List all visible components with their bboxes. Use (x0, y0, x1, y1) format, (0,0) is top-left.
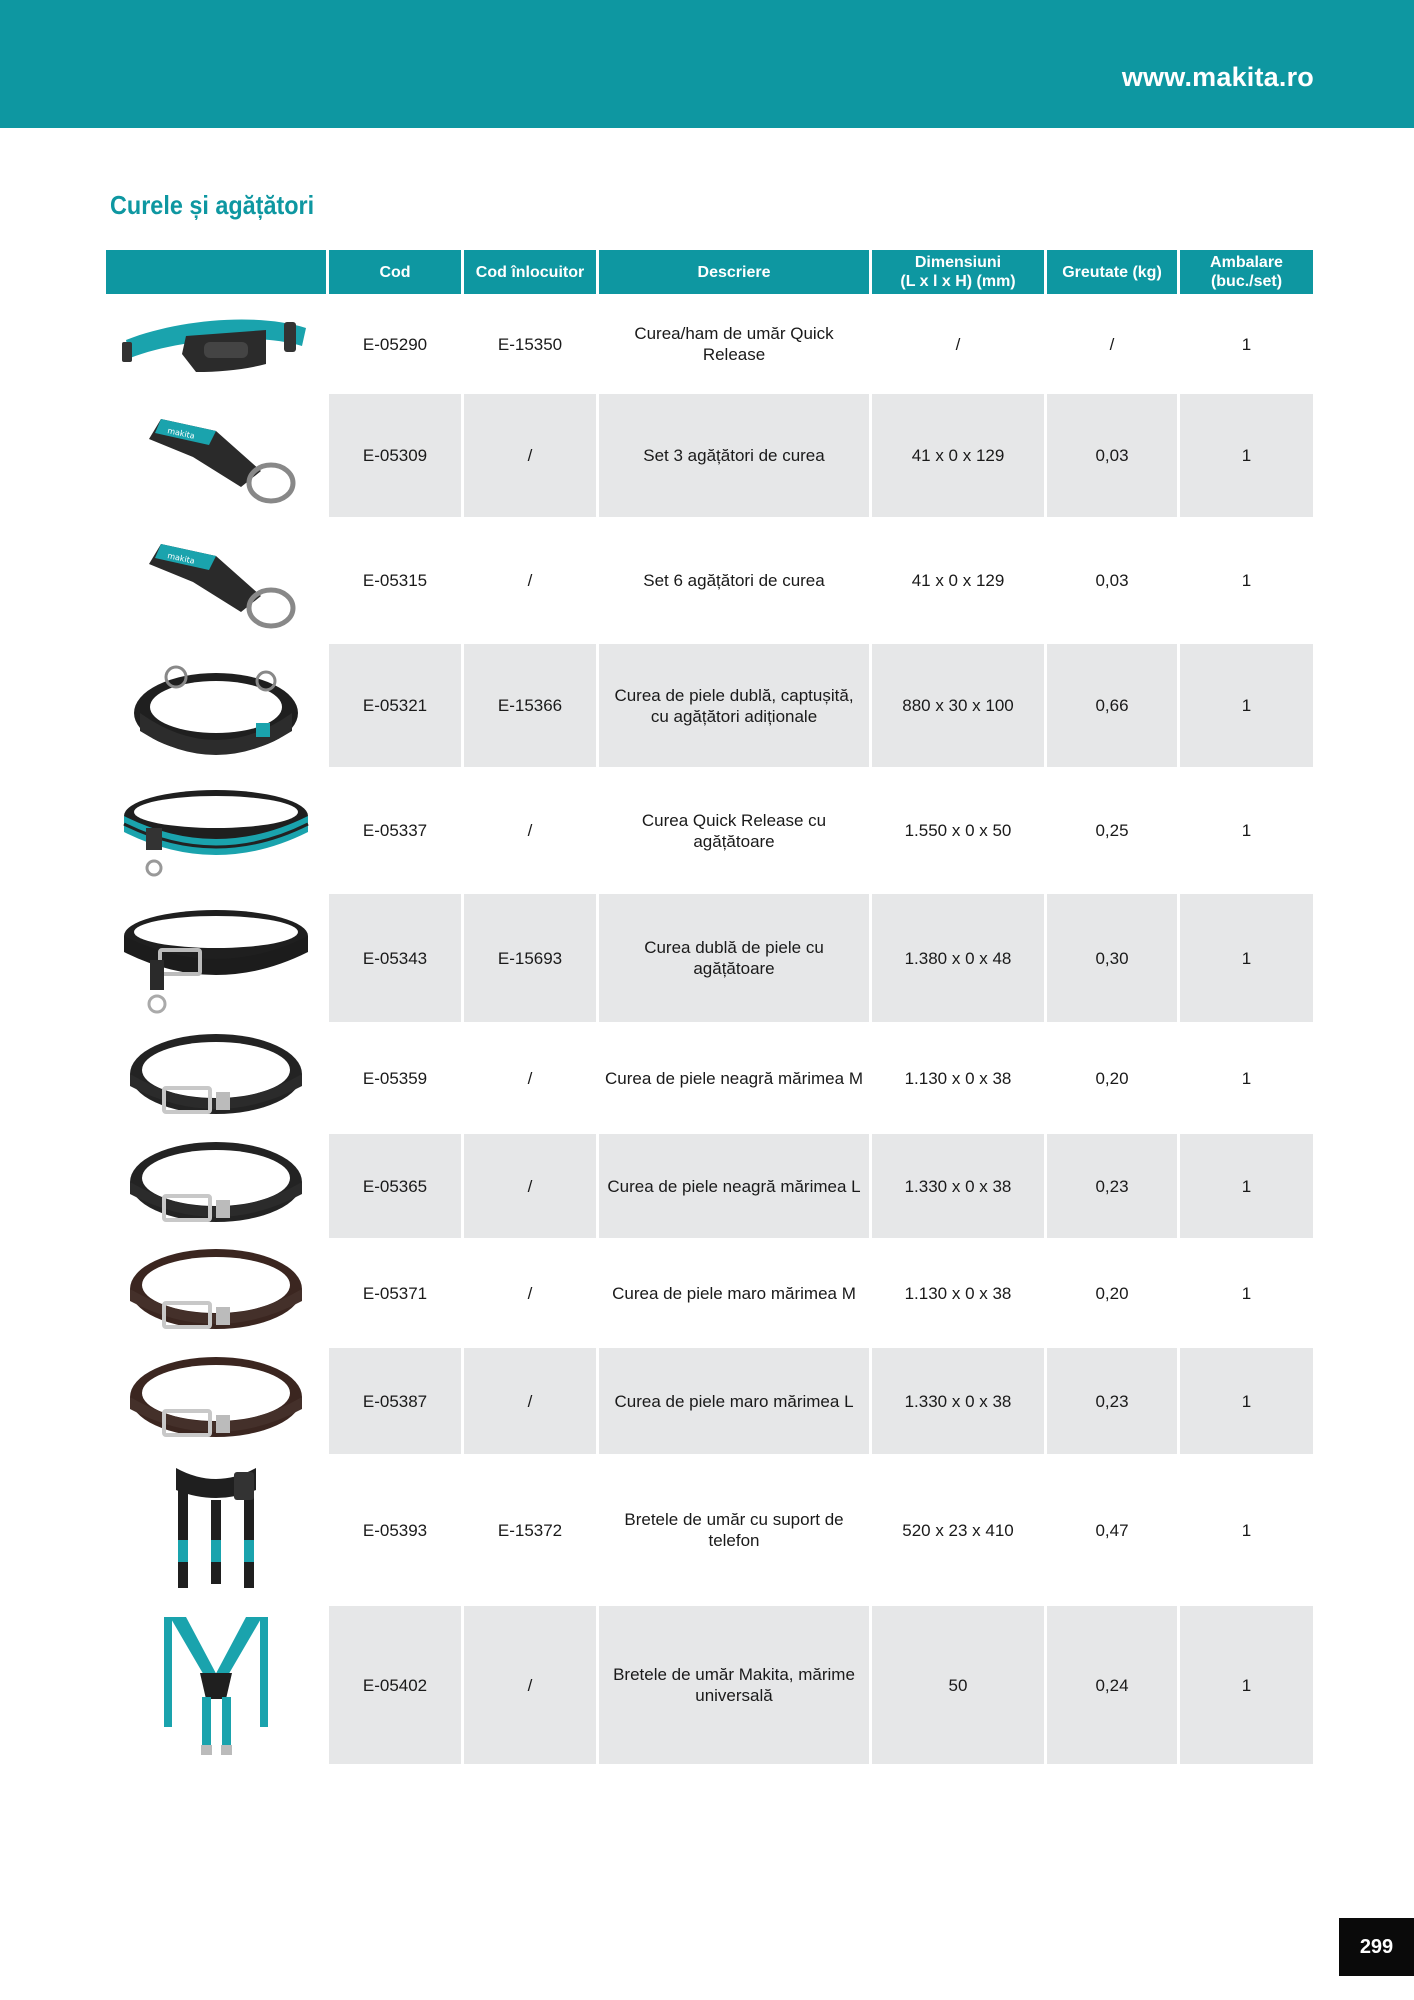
page-number: 299 (1339, 1918, 1414, 1976)
cell-ambalare: 1 (1180, 294, 1313, 392)
table-row (106, 1454, 1313, 1604)
product-image (106, 892, 326, 1022)
cell-ambalare: 1 (1180, 642, 1313, 767)
column-header-ambalare (1180, 250, 1313, 294)
cell-greutate: 0,23 (1047, 1132, 1177, 1238)
cell-ambalare: 1 (1180, 1238, 1313, 1346)
cell-cod: E-05365 (329, 1132, 461, 1238)
cell-greutate: 0,20 (1047, 1022, 1177, 1132)
cell-cod: E-05309 (329, 392, 461, 517)
cell-cod: E-05387 (329, 1346, 461, 1454)
brown-leather-belt-icon (126, 1351, 306, 1451)
ambalare-line-2: (buc./set) (1210, 273, 1283, 290)
belt-loop-holder-icon (121, 526, 311, 636)
cell-cod: E-05321 (329, 642, 461, 767)
cell-greutate: 0,03 (1047, 517, 1177, 642)
column-header-cod-inlocuitor: Cod înlocuitor (464, 250, 596, 294)
site-url[interactable]: www.makita.ro (1121, 62, 1314, 92)
cell-cod: E-05337 (329, 767, 461, 892)
header-bar (0, 0, 1414, 128)
cell-ambalare: 1 (1180, 517, 1313, 642)
cell-cod-inlocuitor: / (464, 1238, 596, 1346)
cell-cod-inlocuitor: E-15693 (464, 892, 596, 1022)
svg-text:makita: makita (166, 425, 196, 441)
cell-ambalare: 1 (1180, 1604, 1313, 1764)
cell-dimensiuni: 1.130 x 0 x 38 (872, 1238, 1044, 1346)
table-row (106, 294, 1313, 392)
cell-dimensiuni: 41 x 0 x 129 (872, 517, 1044, 642)
table-row (106, 392, 1313, 517)
table-row (106, 892, 1313, 1022)
cell-greutate: / (1047, 294, 1177, 392)
cell-descriere: Curea Quick Release cu agățătoare (599, 767, 869, 892)
cell-greutate: 0,24 (1047, 1604, 1177, 1764)
cell-ambalare: 1 (1180, 392, 1313, 517)
cell-greutate: 0,66 (1047, 642, 1177, 767)
cell-ambalare: 1 (1180, 1022, 1313, 1132)
product-image (106, 1454, 326, 1604)
cell-greutate: 0,03 (1047, 392, 1177, 517)
cell-dimensiuni: 1.380 x 0 x 48 (872, 892, 1044, 1022)
column-header-descriere: Descriere (599, 250, 869, 294)
product-image (106, 294, 326, 392)
cell-cod-inlocuitor: / (464, 767, 596, 892)
cell-greutate: 0,30 (1047, 892, 1177, 1022)
cell-cod: E-05393 (329, 1454, 461, 1604)
cell-ambalare: 1 (1180, 1454, 1313, 1604)
cell-cod: E-05315 (329, 517, 461, 642)
cell-greutate: 0,25 (1047, 767, 1177, 892)
cell-cod-inlocuitor: E-15372 (464, 1454, 596, 1604)
cell-cod-inlocuitor: / (464, 517, 596, 642)
dimensiuni-line-2: (L x l x H) (mm) (900, 273, 1016, 290)
cell-cod-inlocuitor: / (464, 1132, 596, 1238)
table-row (106, 1022, 1313, 1132)
cell-cod: E-05402 (329, 1604, 461, 1764)
cell-greutate: 0,20 (1047, 1238, 1177, 1346)
cell-greutate: 0,23 (1047, 1346, 1177, 1454)
svg-text:makita: makita (166, 550, 196, 566)
table-row (106, 642, 1313, 767)
cell-cod: E-05290 (329, 294, 461, 392)
padded-double-leather-belt-icon (116, 647, 316, 765)
product-image (106, 1022, 326, 1132)
cell-dimensiuni: 1.550 x 0 x 50 (872, 767, 1044, 892)
cell-descriere: Set 3 agățători de curea (599, 392, 869, 517)
product-image (106, 642, 326, 767)
cell-dimensiuni: 1.330 x 0 x 38 (872, 1346, 1044, 1454)
dimensiuni-line-1: Dimensiuni (914, 254, 1002, 271)
table-row (106, 767, 1313, 892)
product-image (106, 1238, 326, 1346)
table-row (106, 1238, 1313, 1346)
black-leather-belt-icon (126, 1136, 306, 1236)
products-table (103, 250, 1316, 1764)
product-image (106, 392, 326, 517)
cell-dimensiuni: 1.330 x 0 x 38 (872, 1132, 1044, 1238)
double-leather-belt-icon (116, 896, 316, 1021)
product-image (106, 517, 326, 642)
cell-cod-inlocuitor: E-15350 (464, 294, 596, 392)
image-column-header (106, 250, 326, 294)
cell-descriere: Curea de piele neagră mărimea L (599, 1132, 869, 1238)
cell-cod: E-05371 (329, 1238, 461, 1346)
cell-ambalare: 1 (1180, 892, 1313, 1022)
brown-leather-belt-icon (126, 1243, 306, 1343)
cell-ambalare: 1 (1180, 767, 1313, 892)
product-image (106, 1346, 326, 1454)
cell-cod: E-05359 (329, 1022, 461, 1132)
product-image (106, 1604, 326, 1764)
cell-dimensiuni: 41 x 0 x 129 (872, 392, 1044, 517)
cell-ambalare: 1 (1180, 1346, 1313, 1454)
cell-cod-inlocuitor: / (464, 1604, 596, 1764)
quick-release-belt-icon (116, 772, 316, 890)
column-header-cod: Cod (329, 250, 461, 294)
cell-ambalare: 1 (1180, 1132, 1313, 1238)
cell-descriere: Curea/ham de umăr Quick Release (599, 294, 869, 392)
suspenders-phone-holder-icon (156, 1460, 276, 1600)
page-title: Curele și agățători (110, 190, 315, 220)
cell-descriere: Bretele de umăr Makita, mărime universală (599, 1604, 869, 1764)
cell-descriere: Curea de piele dublă, captușită, cu agățători adiționale (599, 642, 869, 767)
table-row (106, 1132, 1313, 1238)
table-row (106, 1604, 1313, 1764)
table-header-row (106, 250, 1313, 294)
cell-cod-inlocuitor: E-15366 (464, 642, 596, 767)
cell-descriere: Curea de piele neagră mărimea M (599, 1022, 869, 1132)
cell-descriere: Set 6 agățători de curea (599, 517, 869, 642)
table-row (106, 517, 1313, 642)
cell-dimensiuni: 520 x 23 x 410 (872, 1454, 1044, 1604)
column-header-dimensiuni (872, 250, 1044, 294)
cell-dimensiuni: / (872, 294, 1044, 392)
cell-dimensiuni: 1.130 x 0 x 38 (872, 1022, 1044, 1132)
table-row (106, 1346, 1313, 1454)
cell-cod-inlocuitor: / (464, 1346, 596, 1454)
cell-greutate: 0,47 (1047, 1454, 1177, 1604)
cell-dimensiuni: 50 (872, 1604, 1044, 1764)
makita-suspenders-icon (156, 1611, 276, 1759)
cell-cod-inlocuitor: / (464, 1022, 596, 1132)
cell-descriere: Curea dublă de piele cu agățătoare (599, 892, 869, 1022)
column-header-greutate: Greutate (kg) (1047, 250, 1177, 294)
cell-dimensiuni: 880 x 30 x 100 (872, 642, 1044, 767)
cell-descriere: Bretele de umăr cu suport de telefon (599, 1454, 869, 1604)
ambalare-line-1: Ambalare (1210, 254, 1283, 271)
cell-descriere: Curea de piele maro mărimea L (599, 1346, 869, 1454)
belt-loop-holder-icon (121, 401, 311, 511)
cell-descriere: Curea de piele maro mărimea M (599, 1238, 869, 1346)
product-image (106, 767, 326, 892)
cell-cod: E-05343 (329, 892, 461, 1022)
product-image (106, 1132, 326, 1238)
black-leather-belt-icon (126, 1028, 306, 1128)
quick-release-shoulder-harness-icon (116, 302, 316, 386)
cell-cod-inlocuitor: / (464, 392, 596, 517)
